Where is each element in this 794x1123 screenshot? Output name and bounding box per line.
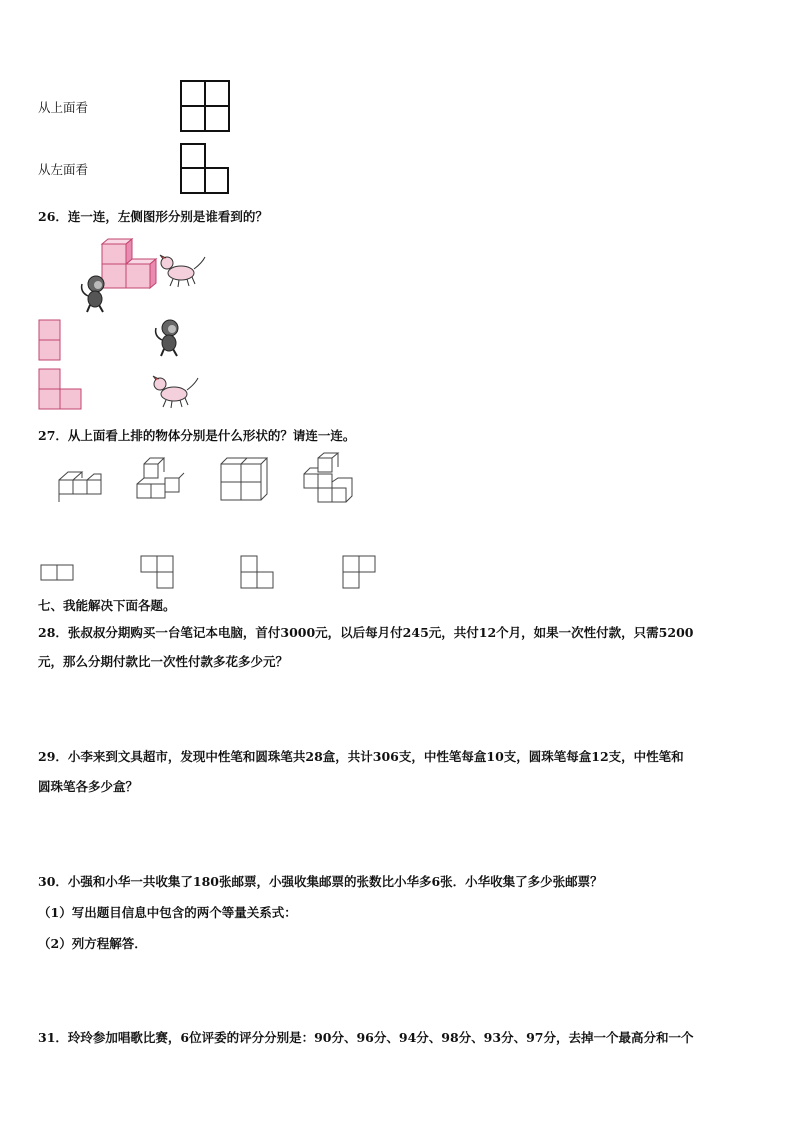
dog-icon bbox=[157, 253, 209, 289]
monkey-icon bbox=[78, 274, 114, 314]
q30-sub1: （1）写出题目信息中包含的两个等量关系式： bbox=[38, 905, 297, 920]
section-7-title: 七、我能解决下面各题。 bbox=[38, 598, 176, 613]
q28-line2: 元，那么分期付款比一次性付款多花多少元？ bbox=[38, 654, 289, 669]
cube-object-2 bbox=[136, 456, 186, 506]
q26-title: 26．连一连，左侧图形分别是谁看到的？ bbox=[38, 209, 268, 224]
q30-sub2: （2）列方程解答． bbox=[38, 936, 147, 951]
view-left-label: 从左面看 bbox=[38, 162, 89, 177]
q28-line1: 28．张叔叔分期购买一台笔记本电脑，首付3000元，以后每月付245元，共付12个月，如果一次性付款，只需5200 bbox=[38, 625, 694, 640]
cube-object-4 bbox=[302, 452, 354, 506]
top-view-figure bbox=[180, 80, 232, 134]
q29-line1: 29．小李来到文具超市，发现中性笔和圆珠笔共28盒，共计306支，中性笔每盒10支，圆珠笔每盒12支，中性笔和 bbox=[38, 749, 684, 764]
shape-two-horizontal bbox=[40, 564, 76, 582]
shape-l-top bbox=[342, 555, 378, 591]
cube-object-1 bbox=[58, 466, 104, 506]
q27-title: 27．从上面看上排的物体分别是什么形状的？请连一连。 bbox=[38, 428, 356, 443]
q31-line1: 31．玲玲参加唱歌比赛，6位评委的评分分别是：90分、96分、94分、98分、93分、97分，去掉一个最高分和一个 bbox=[38, 1030, 694, 1045]
view-top-label: 从上面看 bbox=[38, 100, 89, 115]
cube-object-3 bbox=[220, 456, 268, 504]
q29-line2: 圆珠笔各多少盒？ bbox=[38, 779, 139, 794]
q30-line1: 30．小强和小华一共收集了180张邮票，小强收集邮票的张数比小华多6张．小华收集了多少张邮票？ bbox=[38, 874, 603, 889]
left-view-figure bbox=[180, 143, 232, 197]
pink-view-l-shape bbox=[38, 368, 84, 412]
pink-view-vertical bbox=[38, 319, 62, 361]
dog-icon bbox=[150, 374, 202, 410]
shape-l-corner bbox=[240, 555, 276, 591]
monkey-icon bbox=[152, 318, 188, 358]
shape-t-corner bbox=[140, 555, 176, 591]
